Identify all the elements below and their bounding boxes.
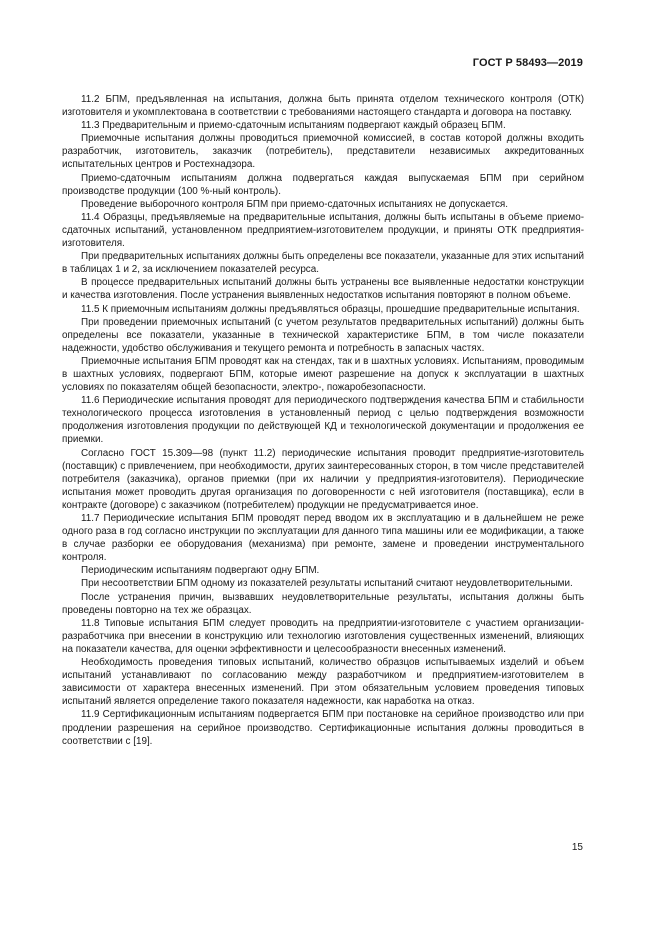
paragraph: После устранения причин, вызвавших неудовлетворительные результаты, испытания должны быть проведены повторно на тех же образцах. — [62, 591, 584, 616]
paragraph: В процессе предварительных испытаний должны быть устранены все выявленные недостатки конструкции и качества изготовления. После устранения выявленных недостатков испытания повторяют в полном объеме. — [62, 277, 584, 302]
paragraph: Согласно ГОСТ 15.309—98 (пункт 11.2) периодические испытания проводит предприятие-изготовитель (поставщик) с привлечением, при необходимости, других заинтересованных сторон, в том числе представителей потребителя (заказчика), органов приемки (при их наличии у предприятия-изготовителя). Периодические испытания может проводить другая организация по договоренности с ней изготовителя (поставщика), если в контракте (договоре) с заказчиком (потребителем) продукции не предусматривается иное. — [62, 447, 584, 511]
paragraph: Проведение выборочного контроля БПМ при приемо-сдаточных испытаниях не допускается. — [81, 198, 509, 210]
paragraph: При несоответствии БПМ одному из показателей результаты испытаний считают неудовлетворительными. — [81, 578, 573, 590]
paragraph: 11.2 БПМ, предъявленная на испытания, должна быть принята отделом технического контроля (ОТК) изготовителя и укомплектована в соответствии с требованиями настоящего стандарта и договора на поставку. — [62, 94, 584, 119]
paragraph: 11.9 Сертификационным испытаниям подвергается БПМ при постановке на серийное производство или при продлении разрешения на серийное производство. Сертификационные испытания должны проводиться в соответствии с [19]. — [62, 709, 584, 747]
paragraph: При предварительных испытаниях должны быть определены все показатели, указанные для этих испытаний в таблицах 1 и 2, за исключением показателей ресурса. — [62, 251, 584, 276]
paragraph: 11.4 Образцы, предъявляемые на предварительные испытания, должны быть испытаны в объеме приемо-сдаточных испытаний, установленном предприятием-изготовителем продукции, и приняты ОТК предприятия-изготовителя. — [62, 211, 584, 250]
paragraph: Необходимость проведения типовых испытаний, количество образцов испытываемых изделий и объем испытаний устанавливают по согласованию между разработчиком и предприятием-изготовителем в зависимости от характера внесенных изменений. При этом обязательным условием проведения типовых испытаний является определение такого показателя надежности, как наработка на отказ. — [62, 657, 584, 708]
paragraph: 11.5 К приемочным испытаниям должны предъявляться образцы, прошедшие предварительные испытания. — [81, 303, 580, 315]
paragraph: 11.7 Периодические испытания БПМ проводят перед вводом их в эксплуатацию и в дальнейшем не реже одного раза в год согласно инструкции по эксплуатации для данного типа машины или ее модификации, а также в случае разборки ее оборудования (механизма) при ремонте, замене и проведении инструментального контроля. — [62, 513, 584, 564]
paragraph: При проведении приемочных испытаний (с учетом результатов предварительных испытаний) должны быть определены все показатели, указанные в технической характеристике БПМ, в том числе показатели надежности, удобство обслуживания и текущего ремонта и потребность в запасных частях. — [62, 316, 584, 354]
paragraph: 11.6 Периодические испытания проводят для периодического подтверждения качества БПМ и стабильности технологического процесса изготовления в установленный период с целью подтверждения возможности продолжения изготовления продукции по действующей КД и технологической документации и продолжения ее приемки. — [62, 395, 584, 446]
page-number: 15 — [571, 842, 583, 853]
paragraph: Приемочные испытания БПМ проводят как на стендах, так и в шахтных условиях. Испытаниям, проводимым в шахтных условиях, подвергают БПМ, которые имеют разрешение на допуск к эксплуатации в шахтных условиях по показателям общей безопасности, электро-, пожаробезопасности. — [62, 355, 584, 394]
paragraph: Периодическим испытаниям подвергают одну БПМ. — [81, 565, 320, 577]
document-header: ГОСТ Р 58493—2019 — [472, 57, 583, 69]
paragraph: Приемо-сдаточным испытаниям должна подвергаться каждая выпускаемая БПМ при серийном производстве продукции (100 %-ный контроль). — [62, 172, 584, 197]
paragraph: Приемочные испытания должны проводиться приемочной комиссией, в состав которой должны входить разработчик, изготовитель, заказчик (потребитель), представители независимых аккредитованных испытательных центров и Ростехнадзора. — [62, 133, 584, 171]
paragraph: 11.3 Предварительным и приемо-сдаточным испытаниям подвергают каждый образец БПМ. — [81, 120, 506, 132]
document-body — [62, 93, 584, 748]
paragraph: 11.8 Типовые испытания БПМ следует проводить на предприятии-изготовителе с участием организации-разработчика при внесении в конструкцию или технологию изготовления существенных изменений, влияющих на показатели качества, для оценки эффективности и целесообразности внесенных изменений. — [62, 617, 584, 655]
